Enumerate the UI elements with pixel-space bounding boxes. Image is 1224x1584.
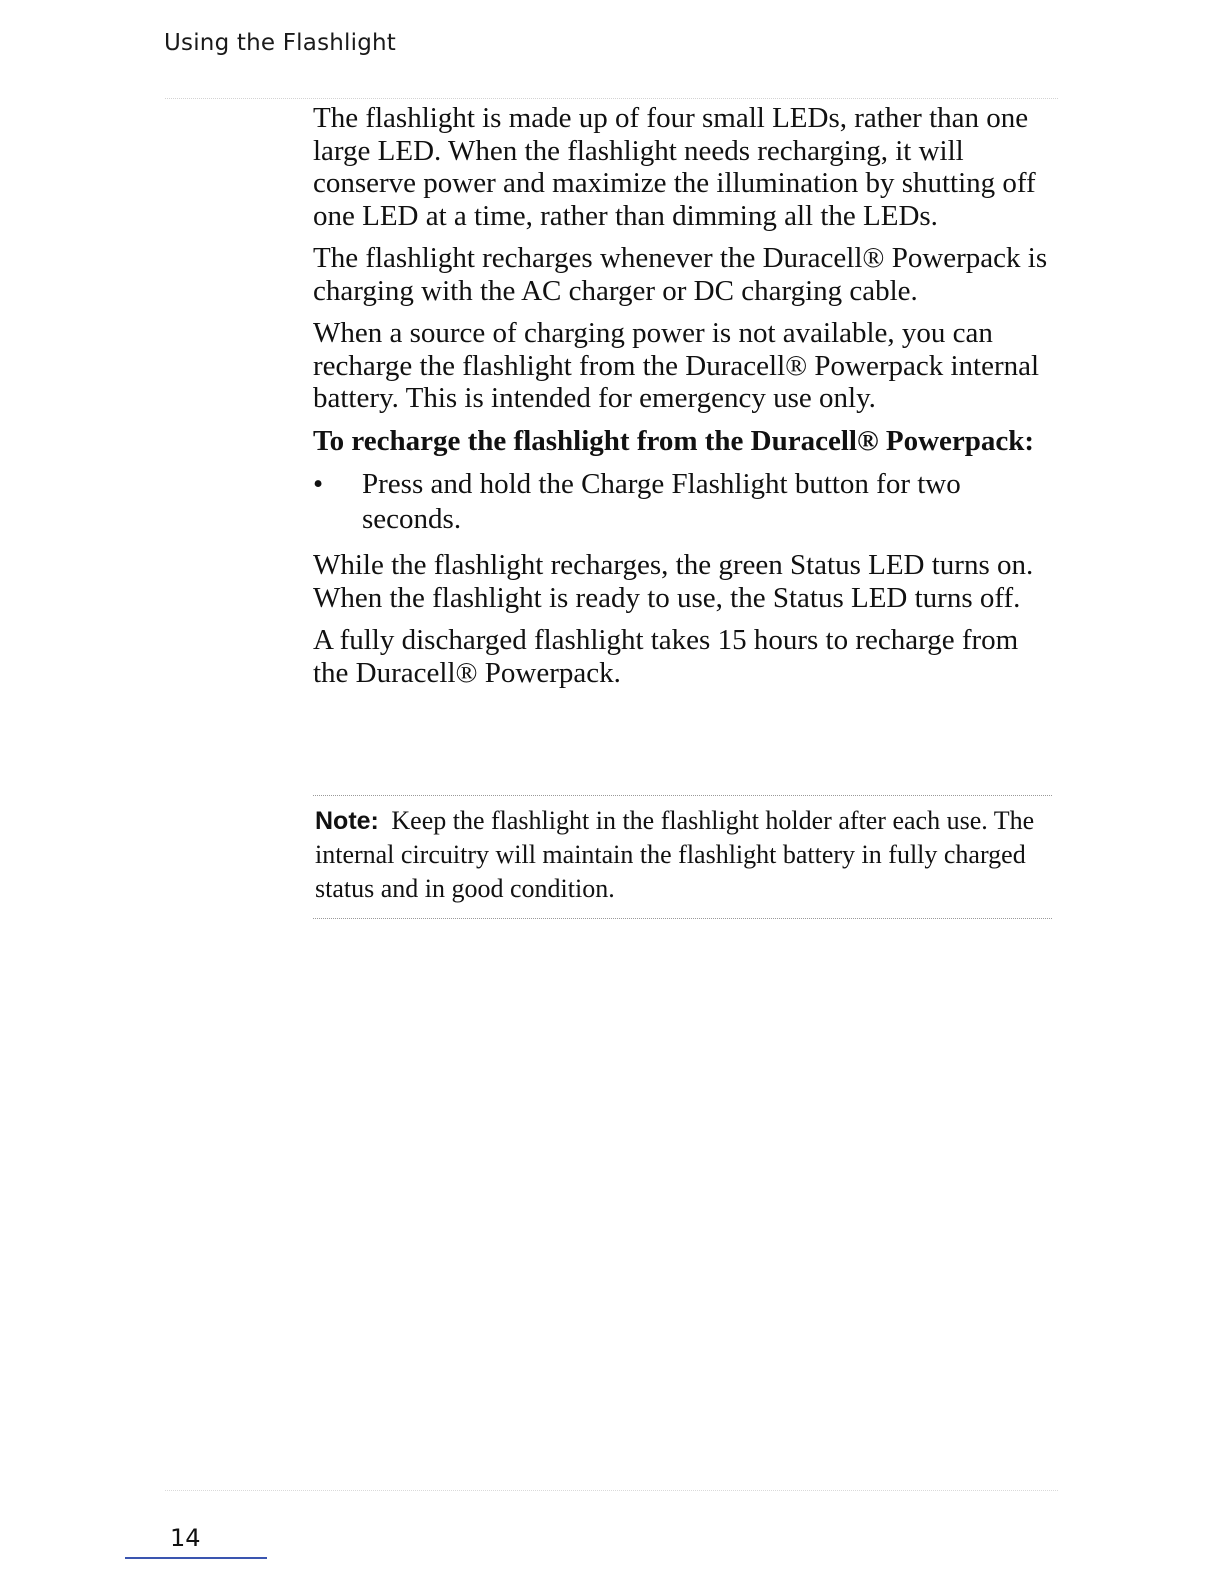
intro-paragraph-leds: The flashlight is made up of four small LEDs, rather than one large LED. When the flashlight needs recharging, it will conserve power and maximize the illumination by shutting off one LED at a time, rather than dimming all the LEDs. [313, 102, 1036, 232]
intro-paragraph-recharge: The flashlight recharges whenever the Duracell® Powerpack is charging with the AC charger or DC charging cable. [313, 242, 1048, 307]
note-text: Keep the flashlight in the flashlight holder after each use. The internal circuitry will maintain the flashlight battery in fully charged status and in good condition. [315, 806, 1035, 903]
status-led-paragraph: While the flashlight recharges, the green Status LED turns on. When the flashlight is ready to use, the Status LED turns off. [313, 549, 1034, 614]
recharge-time-paragraph: A fully discharged flashlight takes 15 hours to recharge from the Duracell® Powerpack. [313, 624, 1019, 689]
note-box [313, 795, 1052, 919]
step-text: Press and hold the Charge Flashlight button for two seconds. [362, 468, 961, 535]
intro-paragraph-emergency: When a source of charging power is not available, you can recharge the flashlight from the Duracell® Powerpack internal battery. This is intended for emergency use only. [313, 317, 1040, 414]
page-number: 14 [170, 1524, 201, 1552]
step-list [313, 467, 1058, 537]
procedure-heading: To recharge the flashlight from the Duracell® Powerpack: [313, 424, 1035, 457]
footer-divider [165, 1490, 1058, 1491]
page-number-underline [125, 1557, 267, 1559]
header-divider [165, 98, 1058, 99]
bullet-icon: • [313, 468, 324, 500]
main-content [313, 102, 1058, 699]
step-item [313, 467, 1058, 537]
note-label: Note: [315, 807, 379, 835]
running-header: Using the Flashlight [164, 30, 397, 56]
